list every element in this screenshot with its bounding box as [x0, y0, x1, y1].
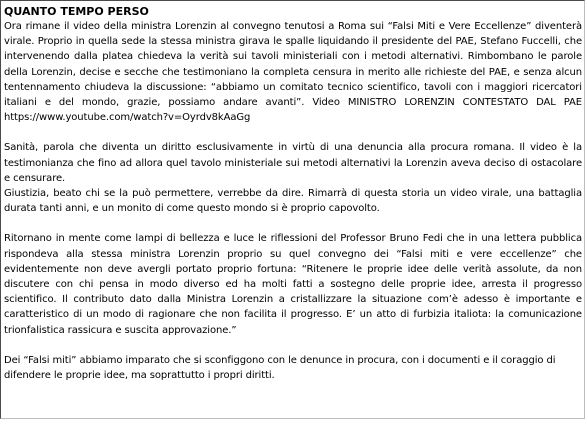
paragraph-falsi-miti: Dei “Falsi miti” abbiamo imparato che si sconfiggono con le denunce in procura, con i documenti e il coraggio di difendere le proprie idee, ma soprattutto i propri diritti.: [4, 354, 556, 382]
video-link-text[interactable]: Video MINISTRO LORENZIN CONTESTATO DAL PAE https://www.youtube.com/watch?v=Oyrdv8kAaGg: [4, 97, 582, 124]
paragraph-text: Ora rimane il video della ministra Lorenzin al convegno tenutosi a Roma sui “Falsi Miti e Vere Eccellenze” diventerà virale. Proprio in quella sede la stessa ministra girava le spalle liquidando il presidente del PAE, Stefano Fuccelli, che intervenendo dalla platea chiedeva la verità sui tavoli ministeriali con i metodi alternativi. Rimbombano le parole della Lorenzin, decise e secche che testimoniano la completa censura in merito alle richieste del PAE, e senza alcun tentennamento chiudeva la discussione: “abbiamo un comitato tecnico scientifico, tavoli con i maggiori ricercatori italiani e del mondo, grazie, possiamo andare avanti”.: [4, 21, 582, 109]
paragraph-spacer: [4, 216, 582, 231]
document-body: [4, 6, 582, 383]
paragraph-spacer: [4, 338, 582, 353]
paragraph-spacer: [4, 125, 582, 140]
paragraph-sanita: Sanità, parola che diventa un diritto esclusivamente in virtù di una denuncia alla procura romana. Il video è la testimonianza che fino ad allora quel tavolo ministeriale sui metodi alternativi la Lorenzin aveva deciso di ostacolare e censurare.: [4, 142, 582, 184]
paragraph-video-lorenzin: [4, 19, 582, 125]
paragraph-giustizia: Giustizia, beato chi se la può permettere, verrebbe da dire. Rimarrà di questa storia un video virale, una battaglia durata tanti anni, e un monito di come questo mondo si è proprio capovolto.: [4, 188, 582, 215]
document-title: QUANTO TEMPO PERSO: [4, 5, 149, 18]
paragraph-bruno-fedi: Ritornano in mente come lampi di bellezza e luce le riflessioni del Professor Bruno Fedi che in una lettera pubblica rispondeva alla stessa ministra Lorenzin proprio su quel convegno dei “Falsi miti e vere eccellenze” che evidentemente non deve avergli portato proprio fortuna: “Ritenere le proprie idee delle verità assolute, da non discutere con chi pensa in modo diverso ed ha molti fatti a sostegno delle proprie idee, arresta il progresso scientifico. Il contributo dato dalla Ministra Lorenzin a cristallizzare la situazione com’è adesso è importante e caratteristico di un modo di ragionare che non facilita il progresso. E’ un atto di furbizia italiota: la comunicazione trionfalistica rassicura e suscita approvazione.”: [4, 233, 582, 336]
